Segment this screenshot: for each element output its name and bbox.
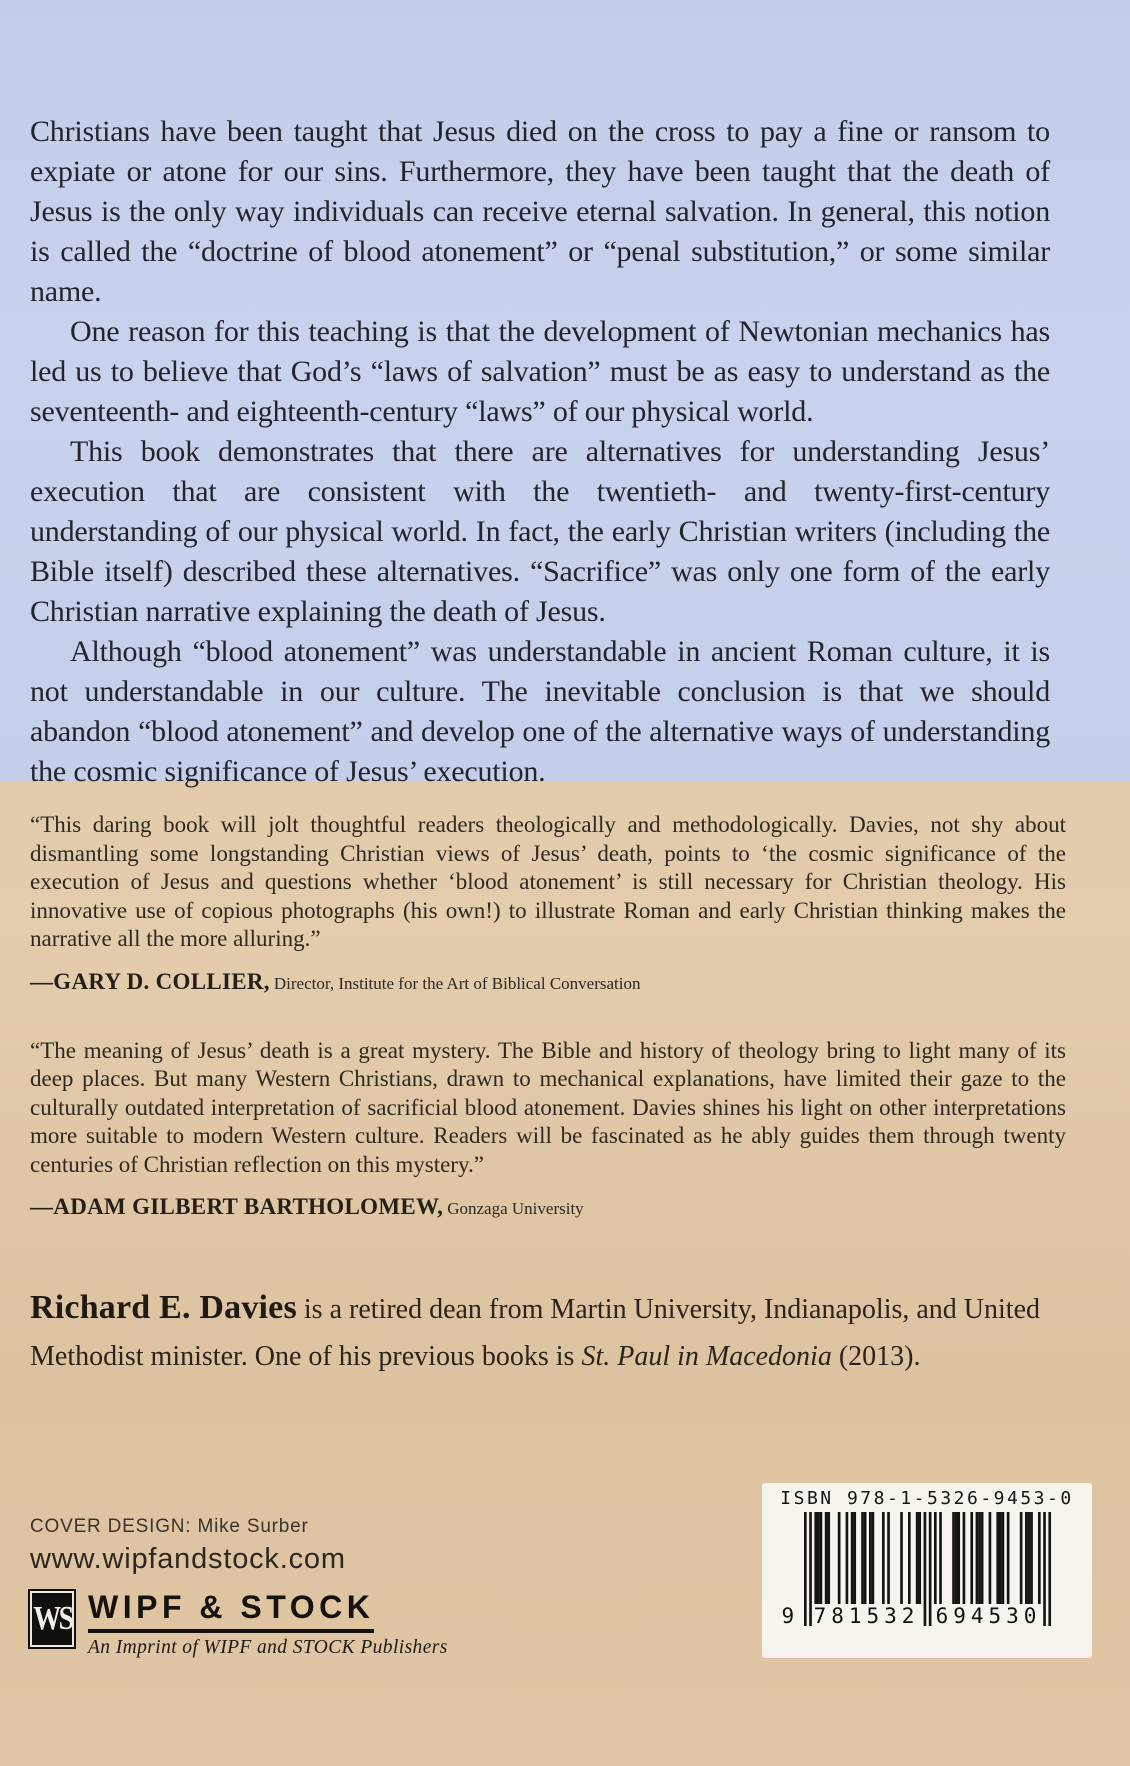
publisher-name: WIPF & STOCK xyxy=(88,1589,374,1633)
endorser-name: —GARY D. COLLIER, xyxy=(30,968,270,994)
bio-text: (2013). xyxy=(831,1341,921,1372)
publisher-website: www.wipfandstock.com xyxy=(30,1543,346,1575)
barcode-digits-right: 694530 xyxy=(935,1604,1042,1628)
author-bio xyxy=(30,1284,1066,1380)
endorsement-1 xyxy=(30,811,1066,997)
endorsement-quote: “The meaning of Jesus’ death is a great mystery. The Bible and history of theology bring to light many of its deep places. But many Western Christians, drawn to mechanical explanations, have limited their gaze to the culturally outdated interpretation of sacrificial blood atonement. Davies shines his light on other interpretations more suitable to modern Western culture. Readers will be fascinated as he ably guides them through twenty centuries of Christian reflection on this mystery.” xyxy=(30,1037,1066,1177)
author-name: Richard E. Davies xyxy=(30,1289,297,1326)
publisher-block xyxy=(28,1589,448,1659)
synopsis-paragraph: Christians have been taught that Jesus died on the cross to pay a fine or ransom to expiate or atone for our sins. Furthermore, they have been taught that the death of Jesus is the only way individuals can receive eternal salvation. In general, this notion is called the “doctrine of blood atonement” or “penal substitution,” or some similar name. xyxy=(30,115,1050,308)
barcode-digit-first: 9 xyxy=(781,1604,795,1628)
ean13-barcode xyxy=(781,1512,1051,1632)
endorser-title: Gonzaga University xyxy=(447,1199,584,1218)
synopsis-paragraph: This book demonstrates that there are alternatives for understanding Jesus’ execution that are consistent with the twentieth- and twenty-first-century understanding of our physical world. In fact, the early Christian writers (including the Bible itself) described these alternatives. “Sacrifice” was only one form of the early Christian narrative explaining the death of Jesus. xyxy=(30,435,1050,628)
endorsement-attribution xyxy=(30,970,1066,997)
synopsis-section xyxy=(0,0,1130,788)
endorsement-2 xyxy=(30,1037,1066,1223)
isbn-barcode-block xyxy=(762,1483,1092,1658)
synopsis-paragraph: Although “blood atonement” was understandable in ancient Roman culture, it is not understandable in our culture. The inevitable conclusion is that we should abandon “blood atonement” and develop one of the alternative ways of understanding the cosmic significance of Jesus’ execution. xyxy=(30,635,1050,788)
cover-design-credit: COVER DESIGN: Mike Surber xyxy=(30,1516,309,1537)
previous-book-title: St. Paul in Macedonia xyxy=(581,1341,832,1372)
lower-section xyxy=(0,781,1130,1766)
bio-text: is a retired dean from Martin University, Indianapolis, and United Methodist minister. One of his previous books is xyxy=(30,1294,1040,1372)
synopsis-paragraph: One reason for this teaching is that the development of Newtonian mechanics has led us to believe that God’s “laws of salvation” must be as easy to understand as the seventeenth- and eighteenth-century “laws” of our physical world. xyxy=(30,315,1050,428)
wipf-stock-logo-icon xyxy=(28,1589,76,1649)
barcode-digits-left: 781532 xyxy=(813,1604,920,1628)
endorser-name: —ADAM GILBERT BARTHOLOMEW, xyxy=(30,1194,444,1219)
endorser-title: Director, Institute for the Art of Biblical Conversation xyxy=(273,973,641,993)
isbn-label: ISBN 978-1-5326-9453-0 xyxy=(780,1488,1074,1509)
publisher-text xyxy=(88,1589,448,1659)
logo-letters: WS xyxy=(32,1600,72,1637)
publisher-imprint: An Imprint of WIPF and STOCK Publishers xyxy=(88,1637,448,1658)
credits-block xyxy=(30,1516,346,1576)
endorsement-attribution xyxy=(30,1195,1066,1222)
endorsement-quote: “This daring book will jolt thoughtful readers theologically and methodologically. Davies, not shy about dismantling some longstanding Christian views of Jesus’ death, points to ‘the cosmic significance of the execution of Jesus and questions whether ‘blood atonement’ is still necessary for Christian theology. His innovative use of copious photographs (his own!) to illustrate Roman and early Christian thinking makes the narrative all the more alluring.” xyxy=(30,812,1066,951)
